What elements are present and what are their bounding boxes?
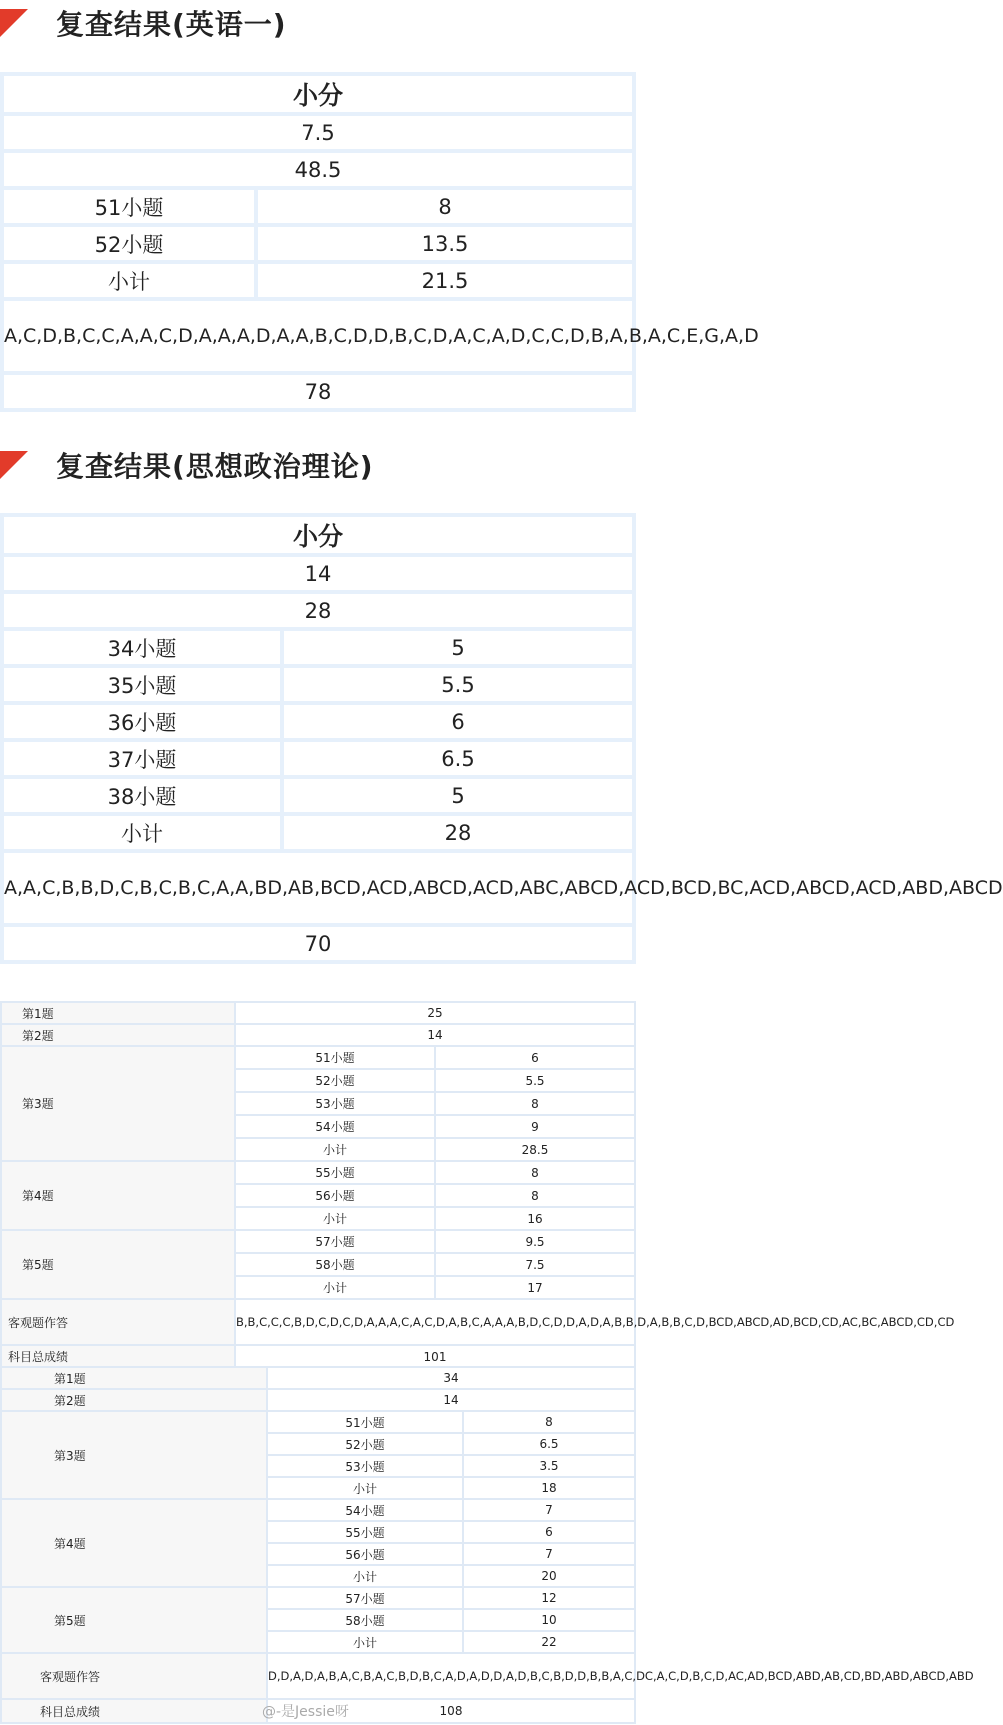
politics-total: 70 bbox=[2, 925, 634, 962]
subject4-q1-label: 第1题 bbox=[1, 1367, 267, 1389]
politics-row1: 14 bbox=[2, 555, 634, 592]
subject3-total-value: 101 bbox=[235, 1345, 635, 1368]
subject4-q3-subtotal-value: 18 bbox=[463, 1477, 635, 1499]
subject4-q3-sub-label: 53小题 bbox=[267, 1455, 463, 1477]
subject4-q4-sub-label: 54小题 bbox=[267, 1499, 463, 1521]
subject3-q2-label: 第2题 bbox=[1, 1024, 235, 1046]
english-title-text: 复查结果(英语一) bbox=[56, 8, 287, 41]
subject3-q4-sub-label: 55小题 bbox=[235, 1161, 435, 1184]
politics-header: 小分 bbox=[2, 515, 634, 555]
subject4-q3-sub-label: 52小题 bbox=[267, 1433, 463, 1455]
subject4-q4-sub-value: 6 bbox=[463, 1521, 635, 1543]
subject3-q3-sub-value: 8 bbox=[435, 1092, 635, 1115]
subject3-q3-sub-label: 51小题 bbox=[235, 1046, 435, 1069]
subject4-q3-label: 第3题 bbox=[1, 1411, 267, 1499]
english-sub-label: 52小题 bbox=[2, 225, 256, 262]
subject3-q3-sub-label: 54小题 bbox=[235, 1115, 435, 1138]
subject4-q4-subtotal-label: 小计 bbox=[267, 1565, 463, 1587]
subject3-q5-subtotal-label: 小计 bbox=[235, 1276, 435, 1299]
subject3-q4-sub-value: 8 bbox=[435, 1161, 635, 1184]
subject3-q3-subtotal-label: 小计 bbox=[235, 1138, 435, 1161]
subject3-q5-label: 第5题 bbox=[1, 1230, 235, 1299]
subject3-q3-sub-value: 5.5 bbox=[435, 1069, 635, 1092]
subject4-score-table bbox=[0, 1366, 974, 1724]
politics-sub-label: 37小题 bbox=[2, 740, 282, 777]
politics-sub-label: 34小题 bbox=[2, 629, 282, 666]
english-total: 78 bbox=[2, 373, 634, 410]
subject4-q4-label: 第4题 bbox=[1, 1499, 267, 1587]
english-score-table bbox=[0, 72, 759, 412]
politics-row2: 28 bbox=[2, 592, 634, 629]
politics-sub-label: 35小题 bbox=[2, 666, 282, 703]
politics-sub-value: 5 bbox=[282, 777, 634, 814]
english-sub-label: 51小题 bbox=[2, 188, 256, 225]
subject4-objective-label: 客观题作答 bbox=[1, 1653, 267, 1699]
politics-sub-value: 5.5 bbox=[282, 666, 634, 703]
subject3-q3-sub-label: 52小题 bbox=[235, 1069, 435, 1092]
subject3-q5-sub-value: 7.5 bbox=[435, 1253, 635, 1276]
subject3-q3-subtotal-value: 28.5 bbox=[435, 1138, 635, 1161]
politics-sub-value: 6 bbox=[282, 703, 634, 740]
subject3-q5-sub-value: 9.5 bbox=[435, 1230, 635, 1253]
subject4-q5-subtotal-value: 22 bbox=[463, 1631, 635, 1653]
subject3-q4-label: 第4题 bbox=[1, 1161, 235, 1230]
subject3-q4-sub-value: 8 bbox=[435, 1184, 635, 1207]
subject4-q5-sub-label: 58小题 bbox=[267, 1609, 463, 1631]
english-subtotal-label: 小计 bbox=[2, 262, 256, 299]
subject3-q3-sub-value: 9 bbox=[435, 1115, 635, 1138]
english-sub-value: 13.5 bbox=[256, 225, 634, 262]
subject4-q2-value: 14 bbox=[267, 1389, 635, 1411]
subject4-q4-sub-label: 56小题 bbox=[267, 1543, 463, 1565]
subject3-q5-subtotal-value: 17 bbox=[435, 1276, 635, 1299]
politics-sub-value: 5 bbox=[282, 629, 634, 666]
subject3-q3-label: 第3题 bbox=[1, 1046, 235, 1161]
subject4-q3-sub-label: 51小题 bbox=[267, 1411, 463, 1433]
politics-title-text: 复查结果(思想政治理论) bbox=[56, 450, 374, 483]
subject4-q3-sub-value: 3.5 bbox=[463, 1455, 635, 1477]
politics-section-title bbox=[0, 442, 374, 488]
subject4-q4-sub-value: 7 bbox=[463, 1499, 635, 1521]
subject4-q5-subtotal-label: 小计 bbox=[267, 1631, 463, 1653]
politics-subtotal-value: 28 bbox=[282, 814, 634, 851]
subject4-total-label: 科目总成绩 bbox=[1, 1699, 267, 1723]
subject4-q4-subtotal-value: 20 bbox=[463, 1565, 635, 1587]
subject4-q2-label: 第2题 bbox=[1, 1389, 267, 1411]
politics-sub-label: 36小题 bbox=[2, 703, 282, 740]
subject3-q3-sub-value: 6 bbox=[435, 1046, 635, 1069]
politics-subtotal-label: 小计 bbox=[2, 814, 282, 851]
subject4-q5-sub-label: 57小题 bbox=[267, 1587, 463, 1609]
subject3-q3-sub-label: 53小题 bbox=[235, 1092, 435, 1115]
subject3-q1-value: 25 bbox=[235, 1002, 635, 1024]
subject4-q3-subtotal-label: 小计 bbox=[267, 1477, 463, 1499]
english-row1: 7.5 bbox=[2, 114, 634, 151]
subject4-objective-answers: D,D,A,D,A,B,A,C,B,A,C,B,D,B,C,A,D,A,D,D,A,D,B,C,B,D,D,B,B,A,C,DC,A,C,D,B,C,D,AC,AD,BCD,ABD,AB,CD,BD,ABD,ABCD,ABD bbox=[267, 1653, 635, 1699]
subject4-q5-sub-value: 12 bbox=[463, 1587, 635, 1609]
subject4-q3-sub-value: 8 bbox=[463, 1411, 635, 1433]
subject3-score-table bbox=[0, 1001, 955, 1369]
english-subtotal-value: 21.5 bbox=[256, 262, 634, 299]
subject3-q4-subtotal-label: 小计 bbox=[235, 1207, 435, 1230]
subject4-q4-sub-label: 55小题 bbox=[267, 1521, 463, 1543]
politics-answers: A,A,C,B,B,D,C,B,C,B,C,A,A,BD,AB,BCD,ACD,ABCD,ACD,ABC,ABCD,ACD,BCD,BC,ACD,ABCD,ACD,ABD,ABCD bbox=[2, 851, 634, 925]
politics-sub-value: 6.5 bbox=[282, 740, 634, 777]
subject4-q3-sub-value: 6.5 bbox=[463, 1433, 635, 1455]
subject3-objective-label: 客观题作答 bbox=[1, 1299, 235, 1345]
subject3-q4-sub-label: 56小题 bbox=[235, 1184, 435, 1207]
english-sub-value: 8 bbox=[256, 188, 634, 225]
red-flag-icon bbox=[0, 451, 28, 479]
watermark: @-是Jessie呀 bbox=[262, 1704, 349, 1720]
english-row2: 48.5 bbox=[2, 151, 634, 188]
english-section-title bbox=[0, 0, 287, 46]
english-answers: A,C,D,B,C,C,A,A,C,D,A,A,A,D,A,A,B,C,D,D,B,C,D,A,C,A,D,C,C,D,B,A,B,A,C,E,G,A,D bbox=[2, 299, 634, 373]
subject3-q5-sub-label: 57小题 bbox=[235, 1230, 435, 1253]
subject3-q1-label: 第1题 bbox=[1, 1002, 235, 1024]
red-flag-icon bbox=[0, 9, 28, 37]
politics-score-table bbox=[0, 513, 1003, 964]
politics-sub-label: 38小题 bbox=[2, 777, 282, 814]
subject3-objective-answers: B,B,C,C,C,B,D,C,D,C,D,A,A,A,C,A,C,D,A,B,C,A,A,A,B,D,C,D,D,A,D,A,B,B,D,A,B,B,C,D,BCD,ABCD,AD,BCD,CD,AC,BC,ABCD,CD,CD bbox=[235, 1299, 635, 1345]
subject4-q5-label: 第5题 bbox=[1, 1587, 267, 1653]
subject4-q5-sub-value: 10 bbox=[463, 1609, 635, 1631]
subject3-q4-subtotal-value: 16 bbox=[435, 1207, 635, 1230]
subject3-total-label: 科目总成绩 bbox=[1, 1345, 235, 1368]
subject3-q2-value: 14 bbox=[235, 1024, 635, 1046]
english-header: 小分 bbox=[2, 74, 634, 114]
subject3-q5-sub-label: 58小题 bbox=[235, 1253, 435, 1276]
subject4-q4-sub-value: 7 bbox=[463, 1543, 635, 1565]
subject4-q1-value: 34 bbox=[267, 1367, 635, 1389]
subject4-total-value: 108 bbox=[267, 1699, 635, 1723]
